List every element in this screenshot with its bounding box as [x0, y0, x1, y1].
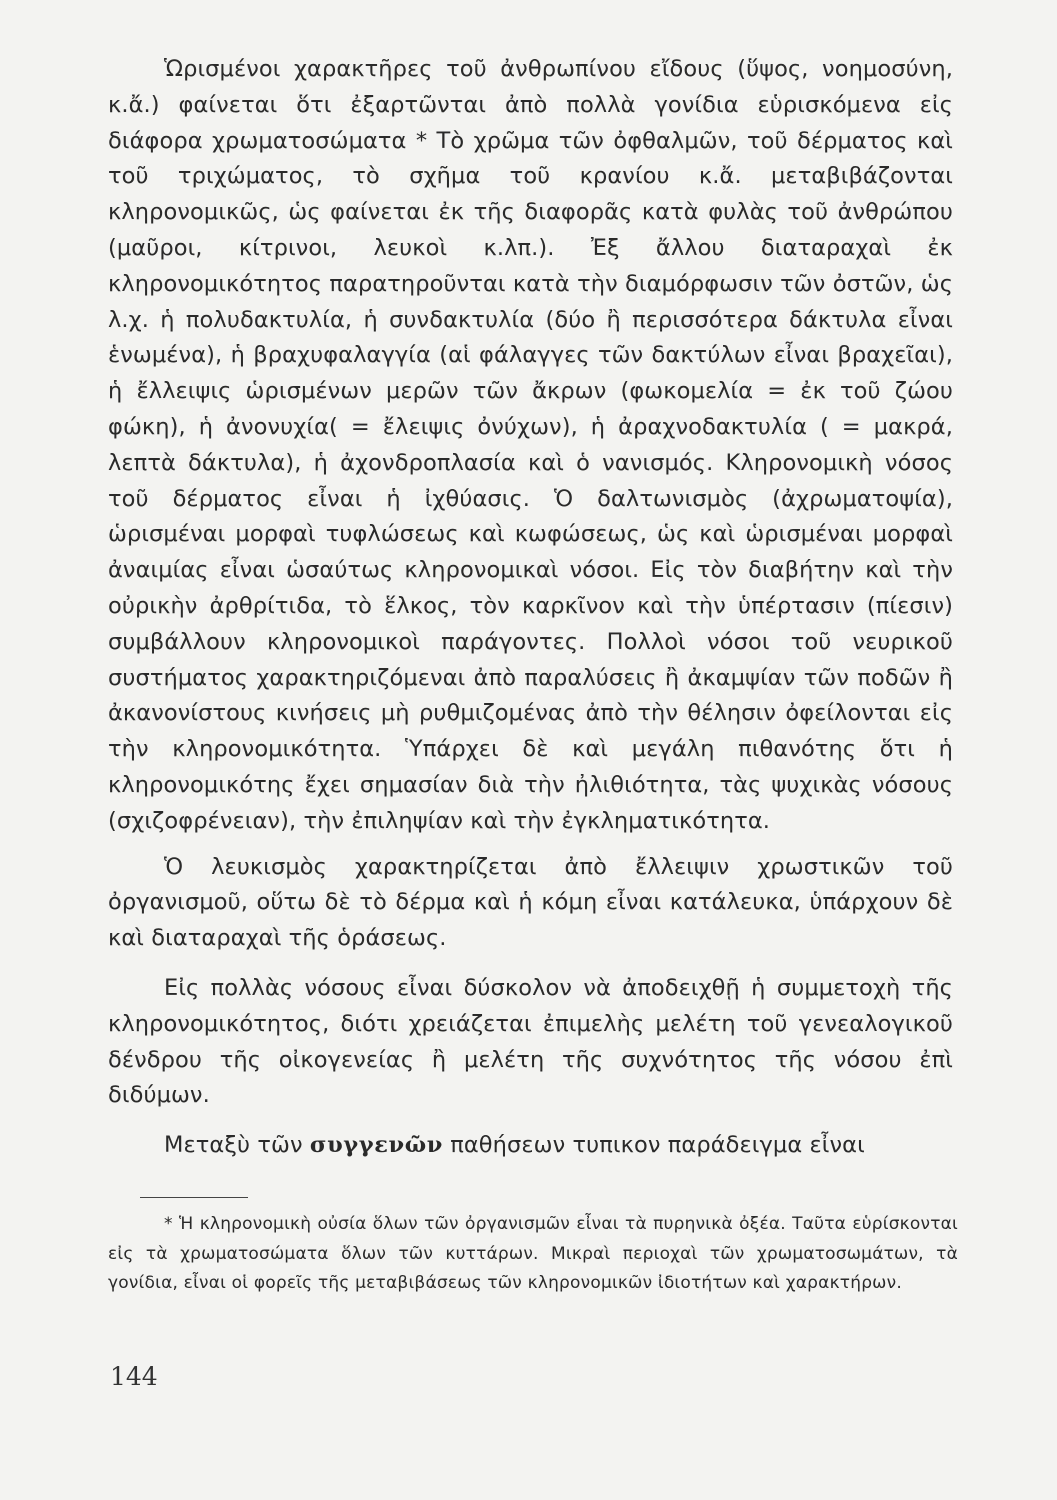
bold-term: συγγενῶν — [309, 1132, 443, 1159]
paragraph-congenital — [108, 1128, 953, 1164]
main-text — [108, 52, 953, 1164]
page-number: 144 — [110, 1362, 158, 1391]
footnote: * Ἡ κληρονομικὴ οὐσία ὅλων τῶν ὀργανισμῶν εἶναι τὰ πυρηνικὰ ὀξέα. Ταῦτα εὑρίσκονται εἰς τὰ χρωματοσώματα ὅλων τῶν κυττάρων. Μικραὶ περιοχαὶ τῶν χρωματοσωμάτων, τὰ γονίδια, εἶναι οἱ φορεῖς τῆς μεταβιβάσεως τῶν κληρονομικῶν ἰδιοτήτων καὶ χαρακτήρων. — [108, 1214, 958, 1293]
text-before-bold: Μεταξὺ τῶν — [164, 1132, 303, 1159]
text-after-bold: παθήσεων τυπικον παράδειγμα εἶναι — [450, 1132, 865, 1159]
paragraph-leucism: Ὁ λευκισμὸς χαρακτηρίζεται ἀπὸ ἔλλειψιν χρωστικῶν τοῦ ὀργανισμοῦ, οὕτω δὲ τὸ δέρμα καὶ ἡ κόμη εἶναι κατάλευκα, ὑπάρχουν δὲ καὶ διαταραχαὶ τῆς ὁράσεως. — [108, 853, 953, 952]
paragraph-heredity-diseases: Ὡρισμένοι χαρακτῆρες τοῦ ἀνθρωπίνου εἴδους (ὕψος, νοημοσύνη, κ.ἄ.) φαίνεται ὅτι ἐξαρτῶνται ἀπὸ πολλὰ γονίδια εὑρισκόμενα εἰς διάφορα χρωματοσώματα * Τὸ χρῶμα τῶν ὀφθαλμῶν, τοῦ δέρματος καὶ τοῦ τριχώματος, τὸ σχῆμα τοῦ κρανίου κ.ἄ. μεταβιβάζονται κληρονομικῶς, ὡς φαίνεται ἐκ τῆς διαφορᾶς κατὰ φυλὰς τοῦ ἀνθρώπου (μαῦροι, κίτρινοι, λευκοὶ κ.λπ.). Ἐξ ἄλλου διαταραχαὶ ἐκ κληρονομικότητος παρατηροῦνται κατὰ τὴν διαμόρφωσιν τῶν ὀστῶν, ὡς λ.χ. ἡ πολυδακτυλία, ἡ συνδακτυλία (δύο ἢ περισσότερα δάκτυλα εἶναι ἑνωμένα), ἡ βραχυφαλαγγία (αἱ φάλαγγες τῶν δακτύλων εἶναι βραχεῖαι), ἡ ἔλλειψις ὡρισμένων μερῶν τῶν ἄκρων (φωκομελία = ἐκ τοῦ ζώου φώκη), ἡ ἀνονυχία( = ἔλειψις ὀνύχων), ἡ ἀραχνοδακτυλία ( = μακρά, λεπτὰ δάκτυλα), ἡ ἀχονδροπλασία καὶ ὁ νανισμός. Κληρονομικὴ νόσος τοῦ δέρματος εἶναι ἡ ἰχθύασις. Ὁ δαλτωνισμὸς (ἀχρωματοψία), ὡρισμέναι μορφαὶ τυφλώσεως καὶ κωφώσεως, ὡς καὶ ὡρισμέναι μορφαὶ ἀναιμίας εἶναι ὡσαύτως κληρονομικαὶ νόσοι. Εἰς τὸν διαβήτην καὶ τὴν οὐρικὴν ἀρθρίτιδα, τὸ ἕλκος, τὸν καρκῖνον καὶ τὴν ὑπέρτασιν (πίεσιν) συμβάλλουν κληρονομικοὶ παράγοντες. Πολλοὶ νόσοι τοῦ νευρικοῦ συστήματος χαρακτηριζόμεναι ἀπὸ παραλύσεις ἢ ἀκαμψίαν τῶν ποδῶν ἢ ἀκανονίστους κινήσεις μὴ ρυθμιζομένας ἀπὸ τὴν θέλησιν ὀφείλονται εἰς τὴν κληρονομικότητα. Ὑπάρχει δὲ καὶ μεγάλη πιθανότης ὅτι ἡ κληρονομικότης ἔχει σημασίαν διὰ τὴν ἠλιθιότητα, τὰς ψυχικὰς νόσους (σχιζοφρένειαν), τὴν ἐπιληψίαν καὶ τὴν ἐγκληματικότητα. — [108, 56, 953, 834]
paragraph-twins-study: Εἰς πολλὰς νόσους εἶναι δύσκολον νὰ ἀποδειχθῇ ἡ συμμετοχὴ τῆς κληρονομικότητος, διότι χρειάζεται ἐπιμελὴς μελέτη τοῦ γενεαλογικοῦ δένδρου τῆς οἰκογενείας ἢ μελέτη τῆς συχνότητος τῆς νόσου ἐπὶ διδύμων. — [108, 974, 953, 1109]
footnote-divider — [140, 1197, 248, 1198]
